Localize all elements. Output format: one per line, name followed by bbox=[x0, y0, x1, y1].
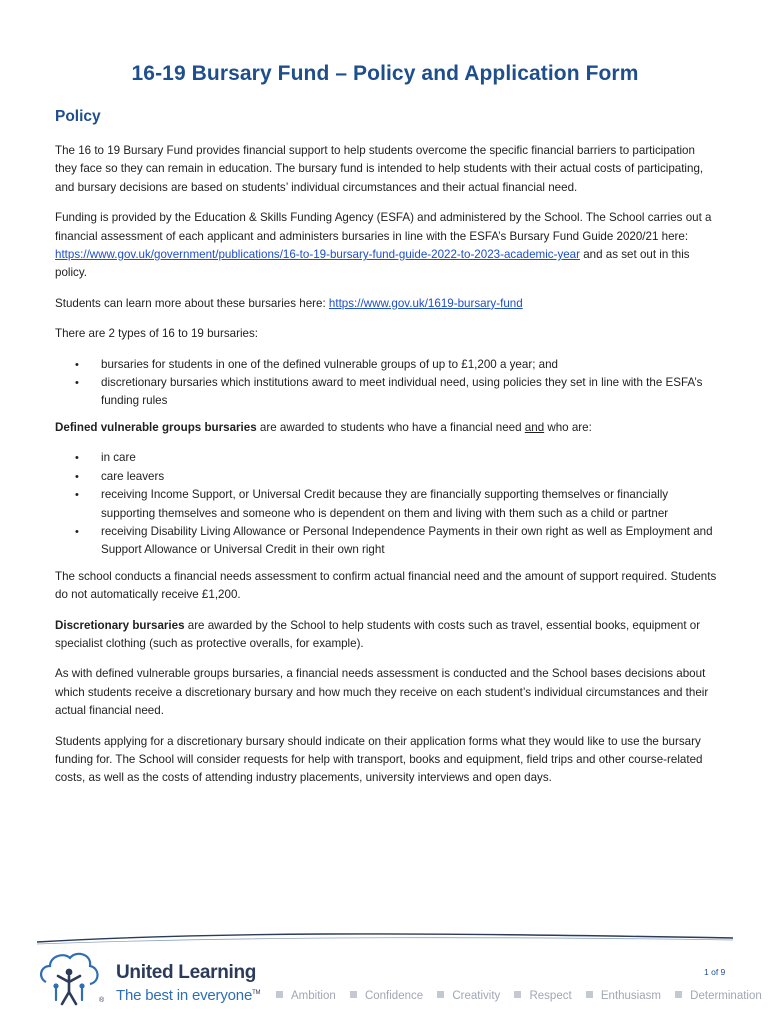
discretionary-text: are awarded by the School to help students with costs such as travel, essential books, equipment or specialist clothing (such as protective overalls, for example). bbox=[55, 618, 701, 650]
page-number: 1 of 9 bbox=[704, 967, 726, 977]
square-bullet-icon bbox=[350, 991, 357, 998]
list-item-text: discretionary bursaries which institutions award to meet individual need, using policies they set in line with the ESFA’s funding rules bbox=[101, 376, 703, 408]
values-strip bbox=[276, 990, 770, 1002]
policy-body bbox=[55, 142, 720, 800]
list-item bbox=[75, 468, 720, 486]
list-item bbox=[75, 356, 720, 374]
emphasis-and: and bbox=[524, 420, 545, 434]
bursary-fund-link[interactable]: https://www.gov.uk/1619-bursary-fund bbox=[328, 296, 523, 310]
paragraph-learn-more bbox=[55, 295, 720, 313]
value-item: Ambition bbox=[291, 990, 336, 1002]
square-bullet-icon bbox=[586, 991, 593, 998]
square-bullet-icon bbox=[675, 991, 682, 998]
list-item-text: receiving Income Support, or Universal Credit because they are financially supporting themselves or financially supporting themselves and someone who is dependent on them and living with them such as a child or partner bbox=[101, 488, 669, 520]
paragraph-discretionary bbox=[55, 617, 720, 654]
funding-text-end: and as set out in this policy. bbox=[55, 248, 690, 280]
vulnerable-groups-text-end: who are: bbox=[544, 420, 592, 434]
vulnerable-groups-list bbox=[55, 449, 720, 559]
paragraph-vulnerable-groups bbox=[55, 419, 720, 437]
vulnerable-groups-term: Defined vulnerable groups bursaries bbox=[55, 420, 257, 434]
tree-people-logo-icon bbox=[36, 946, 105, 1008]
list-item-text: in care bbox=[101, 451, 136, 465]
paragraph-intro: The 16 to 19 Bursary Fund provides financial support to help students overcome the specific financial barriers to participation they face so they can remain in education. The bursary fund is intended to help students with their actual costs of participating, and bursary decisions are based on students’ individual circumstances and their actual financial need. bbox=[55, 144, 704, 194]
square-bullet-icon bbox=[437, 991, 444, 998]
paragraph-assessment: The school conducts a financial needs assessment to confirm actual financial need and the amount of support required. Students do not automatically receive £1,200. bbox=[55, 569, 717, 602]
bullet-icon: • bbox=[75, 358, 79, 371]
list-item bbox=[75, 486, 720, 523]
value-item: Creativity bbox=[452, 990, 501, 1002]
bullet-icon: • bbox=[75, 452, 79, 465]
bullet-icon: • bbox=[75, 470, 79, 483]
list-item-text: receiving Disability Living Allowance or Personal Independence Payments in their own right as well as Employment and Support Allowance or Universal Credit in their own right bbox=[101, 524, 713, 557]
value-item: Determination bbox=[690, 990, 762, 1002]
bursary-guide-link[interactable]: https://www.gov.uk/government/publications/16-to-19-bursary-fund-guide-2022-to-2023-academic-year bbox=[55, 248, 580, 262]
bullet-icon: • bbox=[75, 525, 79, 538]
discretionary-term: Discretionary bursaries bbox=[55, 618, 185, 632]
value-item: Confidence bbox=[364, 990, 424, 1002]
list-item bbox=[75, 449, 720, 467]
list-item-text: bursaries for students in one of the defined vulnerable groups of up to £1,200 a year; and bbox=[101, 357, 558, 371]
tagline-text: The best in everyone bbox=[116, 987, 253, 1004]
value-item: Respect bbox=[529, 990, 572, 1002]
bullet-icon: • bbox=[75, 489, 79, 502]
bursary-types-list bbox=[55, 356, 720, 411]
vulnerable-groups-text: are awarded to students who have a financial need bbox=[256, 420, 525, 434]
brand-tagline bbox=[116, 987, 260, 1004]
trademark-mark: TM bbox=[252, 990, 261, 996]
page-title: 16-19 Bursary Fund – Policy and Application Form bbox=[131, 62, 639, 85]
paragraph-funding bbox=[55, 209, 720, 283]
paragraph-applying: Students applying for a discretionary bursary should indicate on their application forms what they would like to use the bursary funding for. The School will consider requests for help with transport, books and equipment, field trips and other course-related costs, as well as the costs of attending industry placements, university interviews and open days. bbox=[55, 734, 703, 785]
square-bullet-icon bbox=[514, 991, 521, 998]
footer-swoosh-line bbox=[35, 928, 735, 958]
list-item bbox=[75, 374, 720, 411]
section-heading: Policy bbox=[55, 108, 101, 125]
brand-name: United Learning bbox=[116, 962, 257, 983]
bullet-icon: • bbox=[75, 377, 79, 390]
square-bullet-icon bbox=[276, 991, 283, 998]
list-item bbox=[75, 523, 720, 560]
registered-mark: ® bbox=[99, 997, 105, 1004]
paragraph-types: There are 2 types of 16 to 19 bursaries: bbox=[55, 327, 259, 341]
paragraph-needs-assessment: As with defined vulnerable groups bursaries, a financial needs assessment is conducted and the School bases decisions about which students receive a discretionary bursary and how much they receive on each student’s individual circumstances and their actual financial need. bbox=[55, 667, 709, 718]
learn-more-text: Students can learn more about these bursaries here: bbox=[55, 296, 329, 310]
funding-text: Funding is provided by the Education & Skills Funding Agency (ESFA) and administered by the School. The School carries out a financial assessment of each applicant and administers bursaries in line with the ESFA’s Bursary Fund Guide 2020/21 here: bbox=[55, 211, 712, 243]
value-item: Enthusiasm bbox=[600, 990, 661, 1002]
list-item-text: care leavers bbox=[101, 469, 165, 483]
